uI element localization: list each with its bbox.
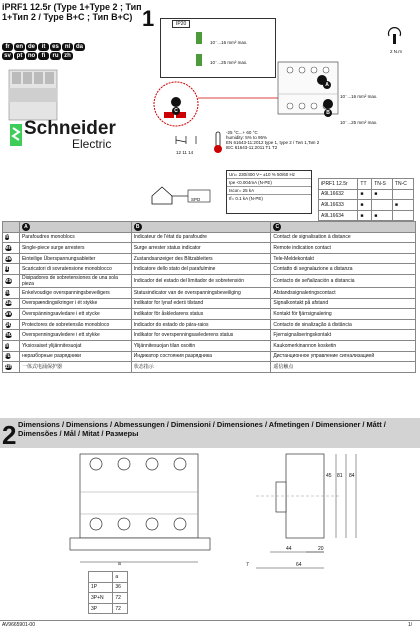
brand-name: Schneider — [24, 118, 116, 139]
function-table — [2, 221, 416, 373]
humidity-range: humidity: 5% to 95% — [226, 135, 268, 140]
network-table-header: TT — [358, 179, 372, 190]
table-cell: Indicador del estado del limitador de sobretensión — [131, 274, 271, 287]
table-cell: Afstandssignaleringscontact — [271, 287, 416, 298]
network-table — [318, 178, 414, 221]
column-head-badge: A — [22, 223, 30, 231]
column-head-b — [131, 222, 271, 233]
spec-iscor: Iscor= 25 kA — [227, 187, 311, 195]
table-cell: неразборные разрядники — [19, 351, 131, 362]
network-table-row — [319, 189, 414, 200]
callout-c: C — [172, 99, 180, 117]
dim-a: a — [118, 561, 121, 567]
table-cell: Statusindicator van de overspanningsbeveiliging — [131, 287, 271, 298]
table-cell: Indikator for lynaf ederś tilstand — [131, 298, 271, 309]
table-cell: Einteilige Überspannungsableiter — [19, 253, 131, 264]
table-cell: Parafoudres monoblocs — [19, 232, 131, 243]
table-cell: Indikator for overspenningsavlederens status — [131, 330, 271, 341]
row-language — [3, 319, 20, 330]
lang-badge-it: it — [38, 43, 49, 51]
lang-badge-sv: sv — [2, 52, 13, 60]
row-language — [3, 274, 20, 287]
table-cell: Indicateur de l'état du parafoudre — [131, 232, 271, 243]
ip-rating: IP20 — [172, 20, 190, 28]
dim-44: 44 — [286, 546, 292, 552]
dim-45: 45 — [326, 473, 332, 479]
dim-table-corner — [89, 572, 113, 583]
lang-badge-es: es — [50, 43, 61, 51]
lang-badge-de: de — [27, 44, 35, 50]
table-cell: Indicador do estado do pára-raios — [131, 319, 271, 330]
table-cell: Contacto de sinalização à distância — [271, 319, 416, 330]
table-cell: Kontakt för fjärrsignalering — [271, 309, 416, 320]
lang-badge-de: de — [5, 255, 13, 262]
table-cell: Индикатор состояния разрядника — [131, 351, 271, 362]
network-table-header: TN-S — [372, 179, 393, 190]
network-table-cell — [392, 210, 413, 221]
table-cell: 遥信触点 — [271, 362, 416, 373]
table-cell: Kaukomerkinannon kosketin — [271, 340, 416, 351]
table-row — [3, 243, 416, 254]
dim-table-cell: 3P+N — [89, 593, 113, 604]
dim-table-row — [89, 582, 128, 593]
row-language — [3, 253, 20, 264]
row-language — [3, 287, 20, 298]
spec-leakage: Ipe <0.004mA (N-PE) — [227, 179, 311, 187]
network-table-cell: ■ — [372, 210, 393, 221]
lang-badge-no: no — [27, 53, 36, 59]
table-cell: Contatto di segnalazione a distanza — [271, 264, 416, 275]
network-table-cell: A9L16633 — [319, 200, 358, 211]
row-language — [3, 330, 20, 341]
table-cell: Contacto de señalización a distancia — [271, 274, 416, 287]
table-row — [3, 309, 416, 320]
section-2-number: 2 — [2, 420, 17, 450]
wire-spec-right-a: 10⁻...16 mm² max. — [340, 94, 378, 99]
wire-spec-top-a: 10⁻...16 mm² max. — [210, 40, 248, 45]
dim-table-row — [89, 603, 128, 614]
table-row — [3, 264, 416, 275]
table-row — [3, 330, 416, 341]
lang-badge-fi: fi — [38, 52, 49, 60]
dim-64: 64 — [296, 562, 302, 568]
table-row — [3, 362, 416, 373]
table-cell: Överspänningsavledare i ett stycke — [19, 309, 131, 320]
lang-badge-nl: nl — [62, 43, 73, 51]
column-head-c — [271, 222, 416, 233]
dimensions-header — [0, 418, 420, 448]
lang-badge-ru: ru — [50, 52, 61, 60]
product-title: iPRF1 12.5r (Type 1+Type 2 ; Тип 1+Тип 2 / Type B+C ; Тип B+C) — [2, 2, 142, 22]
lang-badge-it: it — [5, 266, 9, 273]
lang-badge-zh: zh — [62, 52, 73, 60]
network-table-cell — [372, 200, 393, 211]
table-cell: Signalkontakt på afstand — [271, 298, 416, 309]
table-cell: Disipadores de sobretensiones de una sola pieza — [19, 274, 131, 287]
row-language — [3, 362, 20, 373]
table-cell: Tele-Meldekontakt — [271, 253, 416, 264]
dimension-drawing — [60, 452, 412, 580]
table-cell: 一体式电涌保护器 — [19, 362, 131, 373]
table-cell: Contact de signalisation à distance — [271, 232, 416, 243]
lang-badge-da: da — [5, 300, 13, 307]
lang-badge-fi: fi — [5, 342, 9, 349]
contact-terminals: 12 11 14 — [176, 150, 194, 155]
network-table-cell: ■ — [358, 200, 372, 211]
dim-table-row — [89, 593, 128, 604]
dim-20: 20 — [318, 546, 324, 552]
row-language — [3, 264, 20, 275]
table-row — [3, 319, 416, 330]
network-table-cell — [392, 189, 413, 200]
callout-a: A — [323, 73, 331, 91]
temperature-range: -25 °C...+ 60 °C — [226, 130, 258, 135]
table-cell: Indikator för åskledarens status — [131, 309, 271, 320]
table-cell: Дистанционное управление сигнализацией — [271, 351, 416, 362]
electrical-specs — [226, 170, 312, 214]
lang-badge-pt: pt — [5, 321, 11, 328]
table-cell: Overspændingsikringer i ét stykke — [19, 298, 131, 309]
product-image — [8, 66, 58, 122]
lang-badge-da: da — [75, 44, 83, 50]
table-cell: Enkelvoudige overspanningsbeveiligers — [19, 287, 131, 298]
table-cell: Protectores de sobretensão monobloco — [19, 319, 131, 330]
wire-spec-right-b: 10⁻...25 mm² max. — [340, 120, 378, 125]
lang-badge-fr: fr — [2, 43, 13, 51]
table-cell: 状态指示 — [131, 362, 271, 373]
network-table-row — [319, 200, 414, 211]
torque-icon — [384, 26, 406, 46]
dim-table-cell: 72 — [113, 593, 128, 604]
dimensions-title: Dimensions / Dimensions / Abmessungen / Dimensioni / Dimensiones / Afmetingen / Dimensioner / Mått / Dimensões / Mål / Mitat / Размеры — [18, 420, 386, 438]
footer-page: 1/ — [408, 622, 413, 628]
table-cell: Scaricatori di sovratensione monoblocco — [19, 264, 131, 275]
spd-label: SPD — [191, 197, 201, 202]
table-row — [3, 351, 416, 362]
table-cell: Single-piece surge arresters — [19, 243, 131, 254]
table-cell: Ylijännitesuojan tilan osoitin — [131, 340, 271, 351]
lang-badge-nl: nl — [5, 289, 11, 296]
row-language — [3, 351, 20, 362]
dim-table-cell: 36 — [113, 582, 128, 593]
row-language — [3, 232, 20, 243]
network-table-header: TN-C — [392, 179, 413, 190]
lang-badge-en: en — [5, 244, 13, 251]
dim-table-cell: 3P — [89, 603, 113, 614]
network-table-cell: A9L16632 — [319, 189, 358, 200]
network-table-header: iPRF1 12.5r — [319, 179, 358, 190]
table-row — [3, 232, 416, 243]
table-cell: Indicatore dello stato del parafulmine — [131, 264, 271, 275]
dim-81: 81 — [337, 473, 343, 479]
table-row — [3, 253, 416, 264]
schneider-logo-icon — [8, 122, 24, 148]
dimension-table — [88, 571, 128, 614]
lang-badge-pt: pt — [14, 52, 25, 60]
spec-if: If= 0.1 kA (N-PE) — [229, 196, 263, 201]
dim-7: 7 — [246, 562, 249, 568]
network-table-cell: ■ — [392, 200, 413, 211]
table-cell: Remote indication contact — [271, 243, 416, 254]
thermometer-icon — [212, 130, 224, 154]
torque-value: 2 N.m — [390, 49, 403, 54]
table-cell: Zustandsanzeiger des Blitzableiters — [131, 253, 271, 264]
network-table-cell: ■ — [358, 210, 372, 221]
dim-table-header: a — [113, 572, 128, 583]
lang-badge-fr: fr — [5, 234, 10, 241]
table-row — [3, 340, 416, 351]
spec-voltage: Un= 230/400 V~ ±10 % 50/60 Hz — [227, 171, 311, 179]
network-table-cell: A9L16634 — [319, 210, 358, 221]
lang-badge-zh: zh — [5, 363, 12, 370]
lang-badge-es: es — [5, 277, 12, 284]
lang-badge-ru: ru — [5, 353, 11, 360]
column-head-badge: C — [273, 223, 281, 231]
table-row — [3, 274, 416, 287]
dim-table-cell: 1P — [89, 582, 113, 593]
column-head-badge: B — [134, 223, 142, 231]
lang-badge-en: en — [15, 44, 23, 50]
brand-sub: Electric — [72, 137, 112, 151]
callout-b: B — [324, 101, 332, 119]
network-table-cell: ■ — [372, 189, 393, 200]
network-table-row — [319, 210, 414, 221]
dim-table-cell: 72 — [113, 603, 128, 614]
table-cell: Surge arrester status indicator — [131, 243, 271, 254]
language-badges — [2, 43, 122, 61]
row-language — [3, 298, 20, 309]
environment-specs — [226, 130, 346, 150]
table-cell: Overspenningsavledere i ett stykke — [19, 330, 131, 341]
footer-ref: AV9665901-00 — [2, 622, 35, 628]
table-row — [3, 298, 416, 309]
lang-badge-sv: sv — [5, 310, 12, 317]
spd-house-icon — [150, 184, 220, 206]
row-language — [3, 340, 20, 351]
lang-badge-no: no — [5, 332, 13, 339]
wire-spec-top-b: 10⁻...25 mm² max. — [210, 60, 248, 65]
standard-iec: IEC 61643-11:2011 T1 T2 — [226, 145, 278, 150]
row-language — [3, 309, 20, 320]
row-language — [3, 243, 20, 254]
table-cell: Yksiosaiset ylijännitesuojat — [19, 340, 131, 351]
section-1-number: 1 — [142, 6, 155, 31]
dim-84: 84 — [349, 473, 355, 479]
standard-en: EN 61643-11:2012 type 1, type 2 / Тип 1,Тип 2 — [226, 140, 320, 145]
table-cell: Fjernsignaliseringskontakt — [271, 330, 416, 341]
column-head-a — [19, 222, 131, 233]
network-table-cell: ■ — [358, 189, 372, 200]
table-corner — [3, 222, 20, 233]
table-row — [3, 287, 416, 298]
